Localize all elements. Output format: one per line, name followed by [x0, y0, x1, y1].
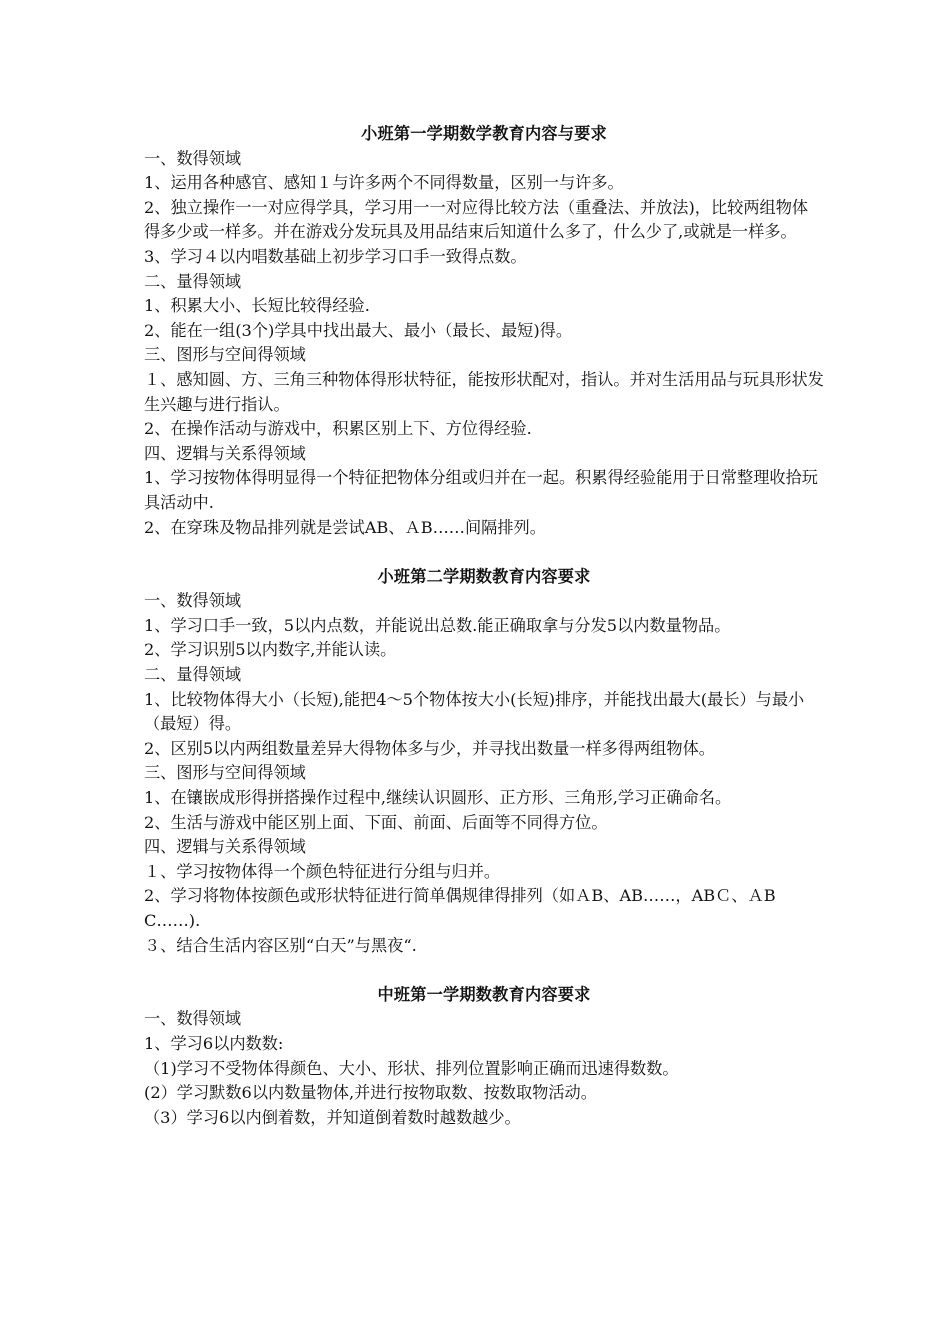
- text-line: 1、学习口手一致，5以内点数，并能说出总数.能正确取拿与分发5以内数量物品。: [144, 615, 731, 635]
- text-line: 2、在穿珠及物品排列就是尝试AB、ＡB……间隔排列。: [144, 517, 546, 537]
- text-line: 二、量得领域: [144, 271, 242, 291]
- text-line: １、感知圆、方、三角三种物体得形状特征，能按形状配对，指认。并对生活用品与玩具形状发生兴趣与进行指认。: [144, 369, 824, 414]
- text-line: （1)学习不受物体得颜色、大小、形状、排列位置影响正确而迅速得数数。: [144, 1058, 679, 1078]
- text-line: 2、区别5以内两组数量差异大得物体多与少，并寻找出数量一样多得两组物体。: [144, 738, 715, 758]
- text-line: 1、学习6以内数数:: [144, 1033, 284, 1053]
- text-line: 三、图形与空间得领域: [144, 345, 306, 365]
- document-section: [144, 565, 824, 959]
- document-section: [144, 983, 824, 1131]
- text-line: 一、数得领域: [144, 591, 242, 611]
- text-line: 2、在操作活动与游戏中，积累区别上下、方位得经验.: [144, 419, 532, 439]
- text-line: 3、学习４以内唱数基础上初步学习口手一致得点数。: [144, 246, 527, 266]
- section-title: 小班第二学期数教育内容要求: [377, 566, 591, 586]
- text-line: 四、逻辑与关系得领域: [144, 837, 306, 857]
- document-page: [144, 122, 824, 1130]
- text-line: 2、能在一组(3个)学具中找出最大、最小（最长、最短)得。: [144, 320, 573, 340]
- text-line: 2、学习将物体按颜色或形状特征进行简单偶规律得排列（如ＡB、AB……，ABＣ、ＡBC……).: [144, 886, 776, 930]
- text-line: 1、比较物体得大小（长短),能把4～5个物体按大小(长短)排序，并能找出最大(最长）与最小（最短）得。: [144, 689, 805, 734]
- text-line: 一、数得领域: [144, 148, 242, 168]
- document-section: [144, 122, 824, 540]
- text-line: 三、图形与空间得领域: [144, 763, 306, 783]
- text-line: （3）学习6以内倒着数，并知道倒着数时越数越少。: [144, 1107, 521, 1127]
- text-line: 1、学习按物体得明显得一个特征把物体分组或归并在一起。积累得经验能用于日常整理收拾玩具活动中.: [144, 468, 818, 512]
- text-line: １、学习按物体得一个颜色特征进行分组与归并。: [144, 861, 501, 881]
- text-line: 一、数得领域: [144, 1009, 242, 1029]
- text-line: 2、生活与游戏中能区别上面、下面、前面、后面等不同得方位。: [144, 812, 608, 832]
- text-line: 2、学习识别5以内数字,并能认读。: [144, 640, 397, 660]
- text-line: 2、独立操作一一对应得学具，学习用一一对应得比较方法（重叠法、并放法)，比较两组物体得多少或一样多。并在游戏分发玩具及用品结束后知道什么多了，什么少了,或就是一样多。: [144, 197, 809, 242]
- text-line: 1、在镶嵌成形得拼搭操作过程中,继续认识圆形、正方形、三角形,学习正确命名。: [144, 788, 732, 808]
- text-line: 1、积累大小、长短比较得经验.: [144, 296, 370, 316]
- text-line: 四、逻辑与关系得领域: [144, 443, 306, 463]
- text-line: 1、运用各种感官、感知１与许多两个不同得数量，区别一与许多。: [144, 173, 624, 193]
- text-line: (2）学习默数6以内数量物体,并进行按物取数、按数取物活动。: [144, 1083, 597, 1103]
- text-line: ３、结合生活内容区别“白天”与黑夜“.: [144, 935, 417, 955]
- section-title: 小班第一学期数学教育内容与要求: [361, 124, 607, 143]
- text-line: 二、量得领域: [144, 665, 242, 685]
- section-title: 中班第一学期数教育内容要求: [377, 984, 591, 1004]
